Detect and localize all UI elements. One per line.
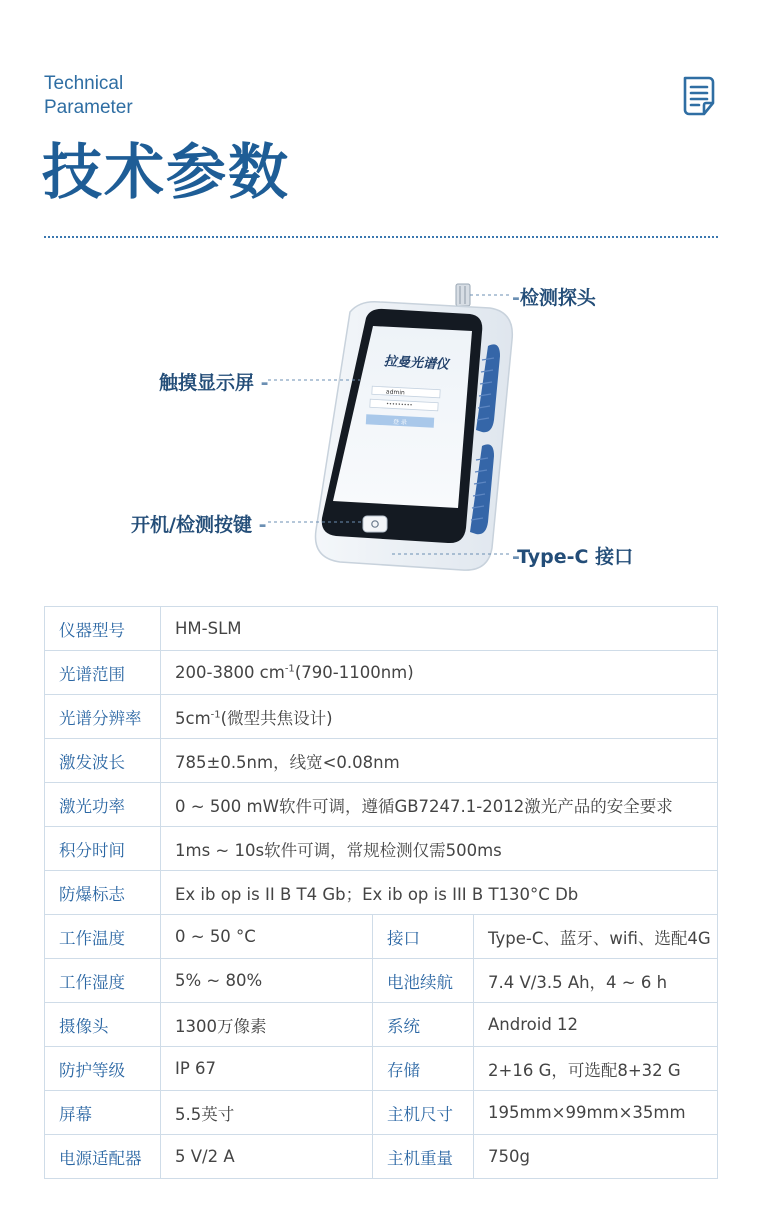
- table-row: [45, 915, 718, 959]
- header-english-line1: Technical: [44, 73, 124, 94]
- table-row: [45, 827, 718, 871]
- spec-label: 积分时间: [45, 827, 161, 871]
- spec-value: Android 12: [474, 1003, 718, 1047]
- table-row: [45, 871, 718, 915]
- device-screen-password: •••••••••: [385, 401, 413, 409]
- table-row: [45, 1091, 718, 1135]
- spec-value: IP 67: [161, 1047, 373, 1091]
- spec-value: 2+16 G，可选配8+32 G: [474, 1047, 718, 1091]
- spec-value: Ex ib op is II B T4 Gb；Ex ib op is III B T130°C Db: [161, 871, 718, 915]
- callout-type-c: -Type-C 接口: [512, 546, 634, 568]
- spec-value: 1ms ~ 10s软件可调，常规检测仅需500ms: [161, 827, 718, 871]
- spec-label: 激光功率: [45, 783, 161, 827]
- spec-value: 5% ~ 80%: [161, 959, 373, 1003]
- spec-label: 防护等级: [45, 1047, 161, 1091]
- spec-label: 屏幕: [45, 1091, 161, 1135]
- spec-label: 仪器型号: [45, 607, 161, 651]
- callout-touchscreen: 触摸显示屏 -: [159, 372, 269, 394]
- spec-label: 工作温度: [45, 915, 161, 959]
- spec-label: 电源适配器: [45, 1135, 161, 1179]
- callout-probe: -检测探头: [512, 287, 596, 309]
- spec-label: 防爆标志: [45, 871, 161, 915]
- table-row: [45, 651, 718, 695]
- spec-label: 系统: [373, 1003, 474, 1047]
- spec-value: 7.4 V/3.5 Ah，4 ~ 6 h: [474, 959, 718, 1003]
- header-english-line2: Parameter: [44, 97, 133, 118]
- page-title: 技术参数: [42, 138, 290, 208]
- spec-value: 1300万像素: [161, 1003, 373, 1047]
- spec-label: 主机尺寸: [373, 1091, 474, 1135]
- table-row: [45, 1003, 718, 1047]
- table-row: [45, 607, 718, 651]
- spec-value: 0 ~ 50 °C: [161, 915, 373, 959]
- spec-label: 光谱分辨率: [45, 695, 161, 739]
- spec-label: 接口: [373, 915, 474, 959]
- spec-value: 785±0.5nm，线宽<0.08nm: [161, 739, 718, 783]
- spec-value: 750g: [474, 1135, 718, 1179]
- spec-label: 存储: [373, 1047, 474, 1091]
- device-illustration: [0, 270, 760, 590]
- spec-value: 0 ~ 500 mW软件可调，遵循GB7247.1-2012激光产品的安全要求: [161, 783, 718, 827]
- spec-label: 工作湿度: [45, 959, 161, 1003]
- table-row: [45, 783, 718, 827]
- spec-value: HM-SLM: [161, 607, 718, 651]
- device-screen-title: 拉曼光谱仪: [383, 354, 450, 373]
- spec-label: 激发波长: [45, 739, 161, 783]
- header-english-title: [44, 72, 133, 120]
- spec-value: 195mm×99mm×35mm: [474, 1091, 718, 1135]
- device-screen-user: admin: [385, 388, 405, 397]
- dotted-divider: [44, 236, 718, 238]
- spec-value: 5 V/2 A: [161, 1135, 373, 1179]
- table-row: [45, 1135, 718, 1179]
- device-graphic: [0, 270, 760, 590]
- spec-label: 摄像头: [45, 1003, 161, 1047]
- spec-value: $5cm^{-1}$(微型共焦设计): [161, 695, 718, 739]
- spec-label: 光谱范围: [45, 651, 161, 695]
- spec-label: 主机重量: [373, 1135, 474, 1179]
- spec-table: [44, 606, 718, 1179]
- spec-value: Type-C、蓝牙、wifi、选配4G: [474, 915, 718, 959]
- document-icon: [680, 75, 718, 117]
- device-screen-login-button: 登 录: [392, 418, 408, 427]
- spec-value: 5.5英寸: [161, 1091, 373, 1135]
- table-row: [45, 739, 718, 783]
- table-row: [45, 959, 718, 1003]
- table-row: [45, 695, 718, 739]
- callout-power-button: 开机/检测按键 -: [131, 514, 267, 536]
- spec-value: 200-3800 $cm^{-1}(790-1100nm)$: [161, 651, 718, 695]
- table-row: [45, 1047, 718, 1091]
- spec-label: 电池续航: [373, 959, 474, 1003]
